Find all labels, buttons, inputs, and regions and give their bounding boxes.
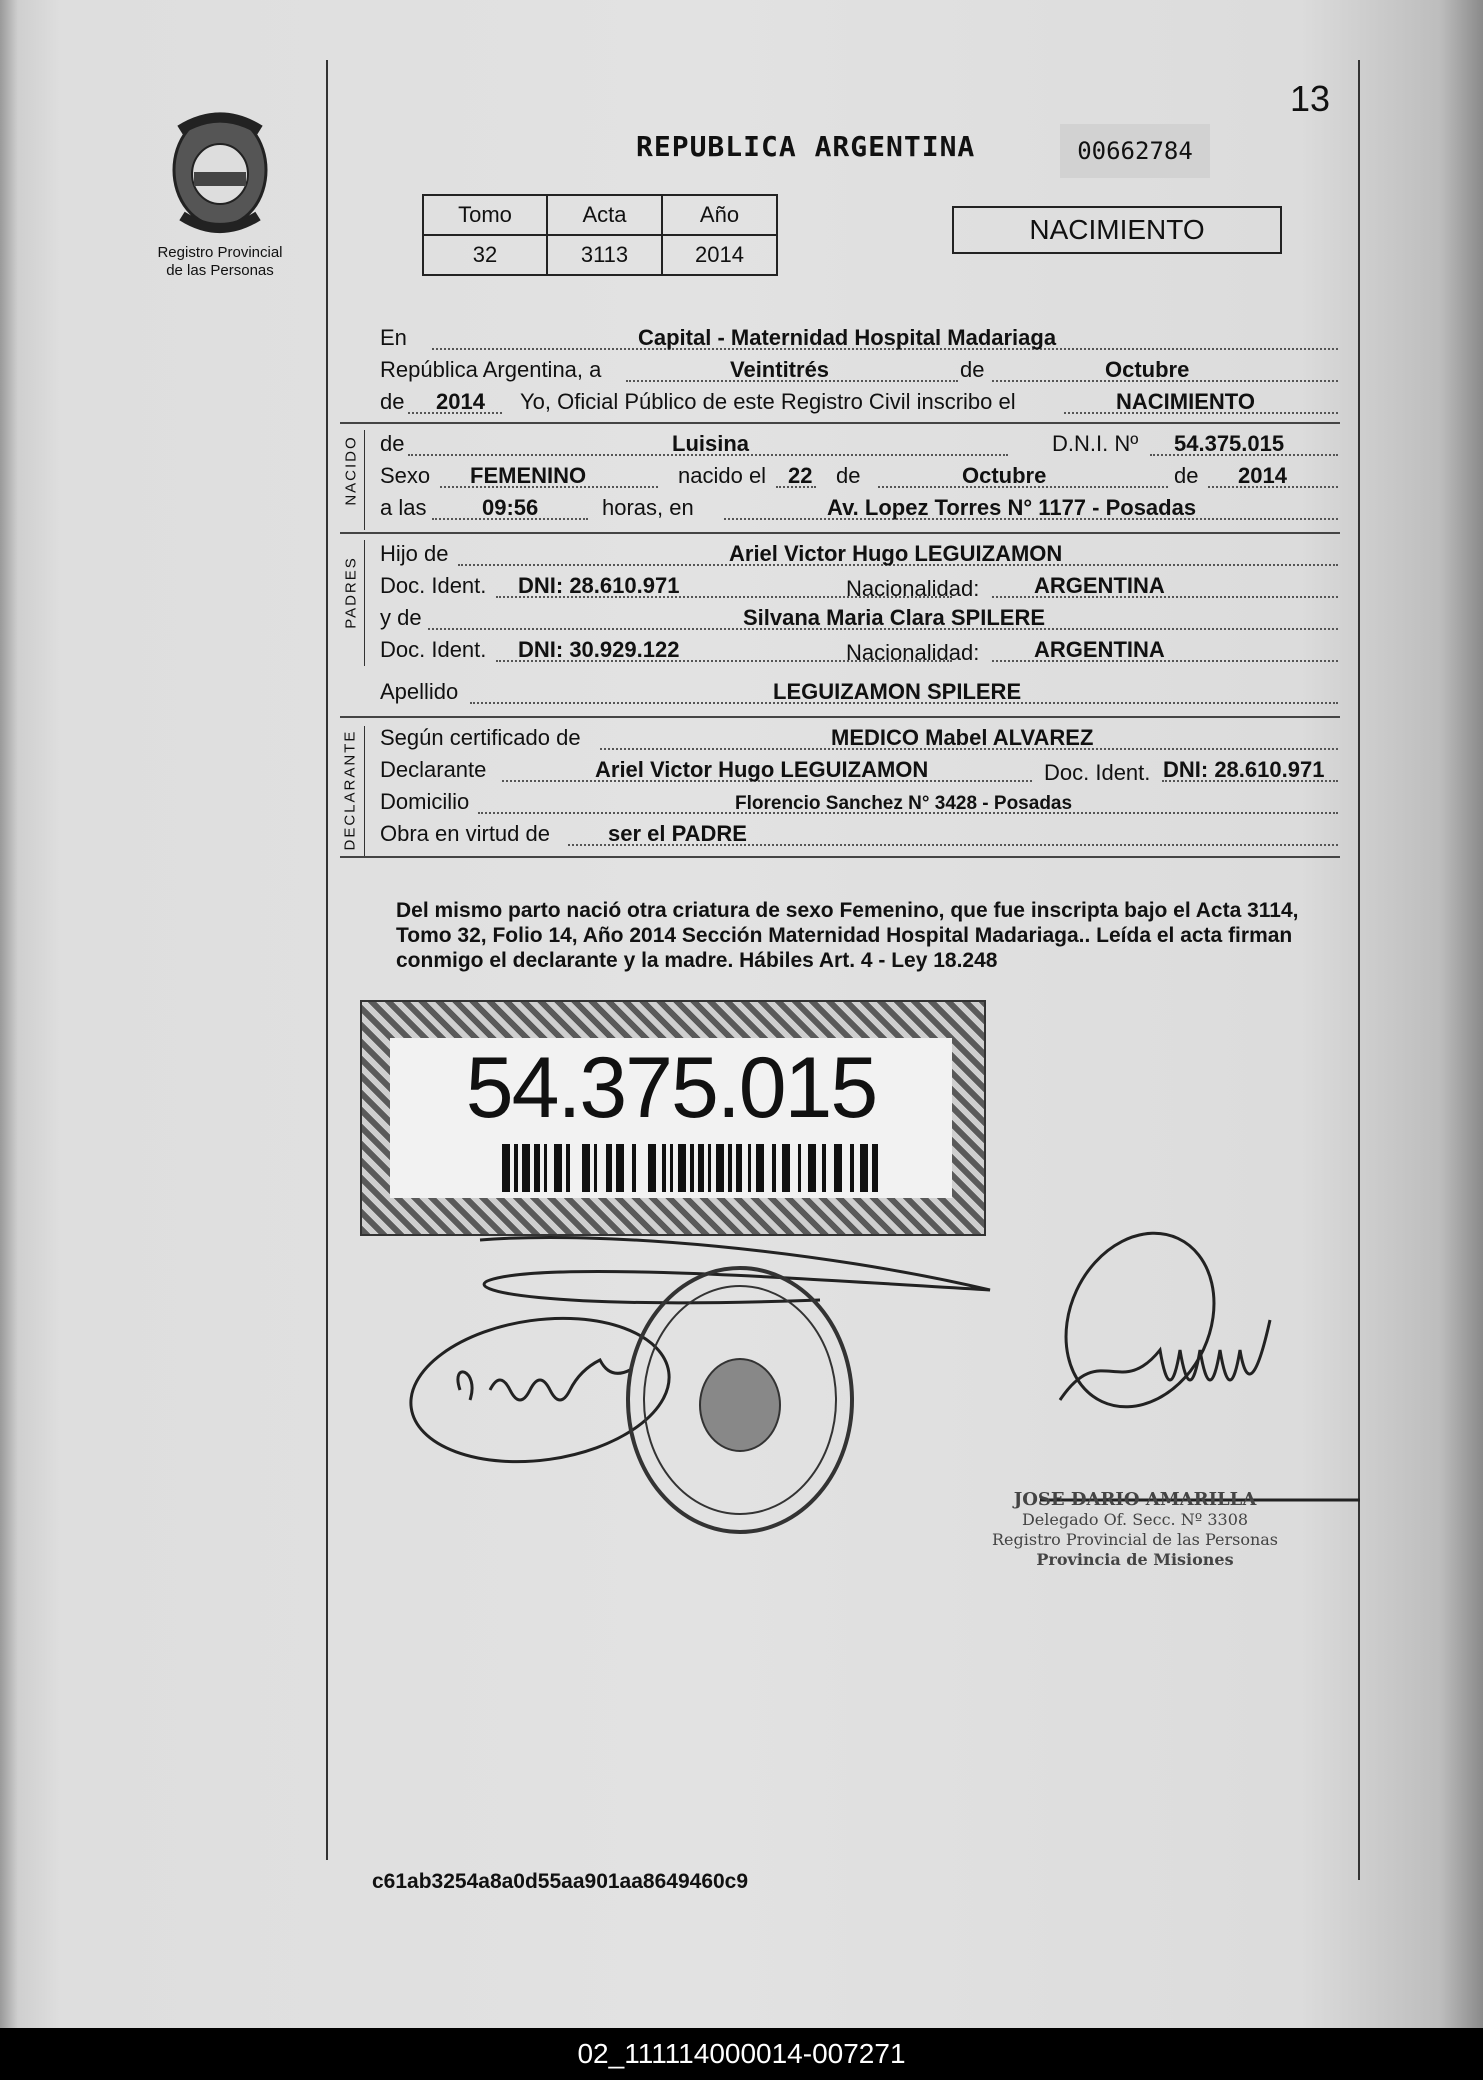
barcode-icon xyxy=(502,1144,878,1192)
scan-footer-id: 02_111114000014-007271 xyxy=(0,2028,1483,2080)
section-parents-label: PADRES xyxy=(342,556,360,629)
divider xyxy=(340,716,1340,718)
country-heading: REPUBLICA ARGENTINA xyxy=(636,130,976,163)
born-on-label: nacido el xyxy=(678,463,767,488)
born-time: 09:56 xyxy=(482,495,539,520)
and-label: y de xyxy=(380,605,422,630)
sex-label: Sexo xyxy=(380,463,431,488)
section-born-label: NACIDO xyxy=(342,435,360,506)
mother-doc: DNI: 30.929.122 xyxy=(518,637,680,662)
born-sex: FEMENINO xyxy=(470,463,587,488)
official-name: JOSE DARIO AMARILLA xyxy=(1013,1489,1257,1510)
mother-doc-row xyxy=(380,634,1338,666)
certificate-label: Según certificado de xyxy=(380,725,581,750)
place-value: Capital - Maternidad Hospital Madariaga xyxy=(638,325,1057,350)
declarant-doc: DNI: 28.610.971 xyxy=(1163,757,1325,782)
registry-table xyxy=(422,194,778,276)
de-label: de xyxy=(960,357,985,382)
born-name: Luisina xyxy=(672,431,750,456)
born-sex-row xyxy=(380,460,1338,492)
capacity-value: ser el PADRE xyxy=(608,821,747,846)
section-rule xyxy=(364,540,365,666)
hours-label: horas, en xyxy=(602,495,694,520)
father-doc: DNI: 28.610.971 xyxy=(518,573,680,598)
section-rule xyxy=(364,430,365,530)
dni-label: D.N.I. Nº xyxy=(1052,431,1139,456)
father-nationality: ARGENTINA xyxy=(1034,573,1165,598)
official-title: Delegado Of. Secc. Nº 3308 xyxy=(1021,1510,1249,1529)
divider xyxy=(340,422,1340,424)
surname-label: Apellido xyxy=(380,679,459,704)
registry-value-acta: 3113 xyxy=(547,235,662,275)
signatures-area xyxy=(400,1230,1360,1630)
capacity-label: Obra en virtud de xyxy=(380,821,550,846)
birth-note: Del mismo parto nació otra criatura de sexo Femenino, que fue inscripta bajo el Acta 3114, Tomo 32, Folio 14, Año 2014 Sección Maternidad Hospital Madariaga.. Leída el acta firman conmigo el declarante y la madre. Hábiles Art. 4 - Ley 18.248 xyxy=(396,899,1299,972)
at-label: a las xyxy=(380,495,427,520)
place-row xyxy=(380,322,1338,354)
year-prefix-label: de xyxy=(380,389,405,414)
mother-nationality-label: Nacionalidad: xyxy=(846,640,980,665)
en-label: En xyxy=(380,325,407,350)
father-doc-label: Doc. Ident. xyxy=(380,573,487,598)
father-nationality-label: Nacionalidad: xyxy=(846,576,980,601)
statement-text: Yo, Oficial Público de este Registro Civil inscribo el xyxy=(520,389,1016,414)
statement-row xyxy=(380,386,1338,418)
day-value: Veintitrés xyxy=(730,357,830,382)
mother-nationality: ARGENTINA xyxy=(1034,637,1165,662)
dni-barcode-card xyxy=(360,1000,986,1236)
document-serial-number: 00662784 xyxy=(1060,124,1210,178)
record-type-box: NACIMIENTO xyxy=(952,206,1282,254)
father-row xyxy=(380,538,1338,570)
born-day: 22 xyxy=(788,463,813,488)
left-margin-rule xyxy=(326,60,328,1860)
surname-row xyxy=(380,676,1338,708)
month-value: Octubre xyxy=(1105,357,1190,382)
mother-doc-label: Doc. Ident. xyxy=(380,637,487,662)
divider xyxy=(340,856,1340,858)
born-time-row xyxy=(380,492,1338,524)
section-rule xyxy=(364,726,365,856)
date-row xyxy=(380,354,1338,386)
year-value: 2014 xyxy=(436,389,485,414)
official-office: Registro Provincial de las Personas xyxy=(991,1530,1279,1549)
province-seal-icon xyxy=(160,110,280,240)
born-year: 2014 xyxy=(1238,463,1287,488)
registry-header-anio: Año xyxy=(662,195,777,235)
born-address: Av. Lopez Torres N° 1177 - Posadas xyxy=(827,495,1197,520)
registry-header-tomo: Tomo xyxy=(423,195,547,235)
son-of-label: Hijo de xyxy=(380,541,449,566)
capacity-row xyxy=(380,818,1338,850)
document-hash: c61ab3254a8a0d55aa901aa8649460c9 xyxy=(372,1870,749,1893)
section-declarant-label: DECLARANTE xyxy=(341,729,359,851)
born-name-row xyxy=(380,428,1338,460)
born-dni: 54.375.015 xyxy=(1174,431,1285,456)
address-label: Domicilio xyxy=(380,789,470,814)
born-de-label-3: de xyxy=(1174,463,1199,488)
father-name: Ariel Victor Hugo LEGUIZAMON xyxy=(729,541,1063,566)
domicile-row xyxy=(380,786,1338,818)
mother-row xyxy=(380,602,1338,634)
registry-value-tomo: 32 xyxy=(423,235,547,275)
registry-header-acta: Acta xyxy=(547,195,662,235)
surname-value: LEGUIZAMON SPILERE xyxy=(773,679,1022,704)
declarant-label: Declarante xyxy=(380,757,487,782)
born-de-label-2: de xyxy=(836,463,861,488)
father-doc-row xyxy=(380,570,1338,602)
page-number: 13 xyxy=(1290,78,1331,119)
declarant-doc-label: Doc. Ident. xyxy=(1044,760,1151,785)
republic-label: República Argentina, a xyxy=(380,357,602,382)
certificate-value: MEDICO Mabel ALVAREZ xyxy=(831,725,1094,750)
born-month: Octubre xyxy=(962,463,1047,488)
certificate-row xyxy=(380,722,1338,754)
barcode-number: 54.375.015 xyxy=(465,1040,877,1136)
barcode-panel xyxy=(390,1038,952,1198)
declarant-address: Florencio Sanchez N° 3428 - Posadas xyxy=(735,793,1073,814)
declarant-row xyxy=(380,754,1338,786)
divider xyxy=(340,532,1340,534)
born-de-label: de xyxy=(380,431,405,456)
official-signature-loop xyxy=(1039,1230,1242,1431)
official-stamp-text xyxy=(990,1490,1280,1570)
act-value: NACIMIENTO xyxy=(1116,389,1255,414)
mother-name: Silvana Maria Clara SPILERE xyxy=(743,605,1046,630)
declarant-name: Ariel Victor Hugo LEGUIZAMON xyxy=(595,757,929,782)
registry-value-anio: 2014 xyxy=(662,235,777,275)
official-province: Provincia de Misiones xyxy=(1036,1550,1234,1569)
logo-caption: Registro Provincial de las Personas xyxy=(157,244,283,279)
